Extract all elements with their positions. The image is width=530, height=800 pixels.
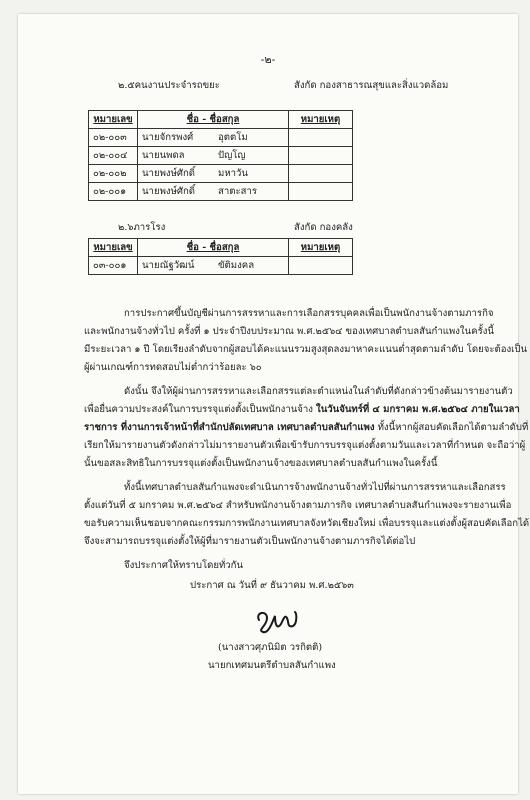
table-row	[89, 147, 353, 165]
paragraph-3-line: ทั้งนี้เทศบาลตำบลสันกำแพงจะดำเนินการจ้างพนักงานจ้างทั่วไปที่ผ่านการสรรหาและเลือกสรร	[124, 482, 506, 493]
table-row	[89, 183, 353, 201]
document-page	[18, 14, 530, 794]
paragraph-1-line: ผู้ผ่านเกณฑ์การทดสอบไม่ต่ำกว่าร้อยละ ๖๐	[84, 362, 262, 373]
report-date-highlight: ในวันจันทร์ที่ ๔ มกราคม พ.ศ.๒๕๖๔ ภายในเวลา	[316, 404, 520, 415]
row-last-name: สาตะสาร	[214, 183, 289, 201]
col-header-name: ชื่อ - ชื่อสกุล	[138, 239, 289, 257]
row-remark	[289, 183, 353, 201]
row-remark	[289, 147, 353, 165]
paragraph-3-line: จึงจะสามารถบรรจุแต่งตั้งให้ผู้ที่มารายงานตัวเป็นพนักงานจ้างตามภารกิจได้ต่อไป	[84, 536, 416, 547]
handwritten-signature	[253, 606, 301, 638]
col-header-remark: หมายเหตุ	[289, 111, 353, 129]
table-header-row	[89, 239, 353, 257]
paragraph-1-line: การประกาศขึ้นบัญชีผ่านการสรรหาและการเลือกสรรบุคคลเพื่อเป็นพนักงานจ้างตามภารกิจ	[124, 308, 494, 319]
paragraph-2-line: เรียกให้มารายงานตัวดังกล่าวไม่มารายงานตัวเพื่อเข้ารับการบรรจุแต่งตั้งตามวันและเวลาที่กำหนด จะถือว่าผู้	[84, 440, 526, 451]
row-code: ๐๒-๐๐๑	[89, 183, 138, 201]
paragraph-3-line: ขอรับความเห็นชอบจากคณะกรรมการพนักงานเทศบาลจังหวัดเชียงใหม่ เพื่อบรรจุและแต่งตั้งผู้สอบคัดเลือกได้	[84, 518, 530, 529]
row-code: ๐๒-๐๐๓	[89, 129, 138, 147]
row-last-name: มหาวัน	[214, 165, 289, 183]
row-code: ๐๓-๐๐๑	[89, 257, 138, 275]
col-header-number: หมายเลข	[89, 111, 138, 129]
row-code: ๐๒-๐๐๒	[89, 165, 138, 183]
row-remark	[289, 129, 353, 147]
table-row	[89, 165, 353, 183]
row-first-name: นายพงษ์ศักดิ์	[138, 165, 215, 183]
row-last-name: ขัติมงคล	[214, 257, 289, 275]
paragraph-2-text: ทั้งนี้หากผู้สอบคัดเลือกได้ตามลำดับที่	[374, 422, 529, 433]
section-1-table	[88, 110, 353, 201]
signer-title: นายกเทศมนตรีตำบลสันกำแพง	[208, 660, 336, 671]
row-first-name: นายณัฐวัฒน์	[138, 257, 215, 275]
section-2-affiliation: สังกัด กองคลัง	[294, 222, 353, 233]
row-first-name: นายนพดล	[138, 147, 215, 165]
table-row	[89, 129, 353, 147]
row-last-name: อุตตโม	[214, 129, 289, 147]
col-header-remark: หมายเหตุ	[289, 239, 353, 257]
paragraph-2-line	[84, 422, 528, 434]
report-place-highlight: ราชการ ที่งานการเจ้าหน้าที่สำนักปลัดเทศบาล เทศบาลตำบลสันกำแพง	[84, 422, 375, 433]
row-first-name: นายจักรพงศ์	[138, 129, 215, 147]
paragraph-2-line: ดังนั้น จึงให้ผู้ผ่านการสรรหาและเลือกสรรแต่ละตำแหน่งในลำดับที่ดังกล่าวข้างต้นมารายงานตัว	[124, 386, 513, 397]
signer-name: (นางสาวศุภนิมิต วรกิตติ)	[218, 642, 323, 653]
table-row	[89, 257, 353, 275]
paragraph-2-line: นั้นขอสละสิทธิในการบรรจุแต่งตั้งเป็นพนักงานจ้างของเทศบาลตำบลสันกำแพงในครั้งนี้	[84, 458, 438, 469]
paragraph-3-line: ตั้งแต่วันที่ ๕ มกราคม พ.ศ.๒๕๖๔ สำหรับพนักงานจ้างตามภารกิจ เทศบาลตำบลสันกำแพงจะรายงานเพื่อ	[84, 500, 512, 511]
row-code: ๐๒-๐๐๔	[89, 147, 138, 165]
page-number: -๒-	[260, 53, 276, 66]
section-1-heading: ๒.๕คนงานประจำรถขยะ	[118, 80, 220, 91]
announcement-date: ประกาศ ณ วันที่ ๙ ธันวาคม พ.ศ.๒๕๖๓	[190, 580, 354, 591]
col-header-number: หมายเลข	[89, 239, 138, 257]
table-header-row	[89, 111, 353, 129]
row-last-name: ปัญโญ	[214, 147, 289, 165]
section-1-affiliation: สังกัด กองสาธารณสุขและสิ่งแวดล้อม	[294, 80, 449, 91]
row-first-name: นายพงษ์ศักดิ์	[138, 183, 215, 201]
col-header-name: ชื่อ - ชื่อสกุล	[138, 111, 289, 129]
section-2-table	[88, 238, 353, 275]
row-remark	[289, 165, 353, 183]
section-2-heading: ๒.๖ภารโรง	[118, 222, 166, 233]
announcement: จึงประกาศให้ทราบโดยทั่วกัน	[124, 560, 244, 571]
paragraph-2-text: เพื่อยื่นความประสงค์ในการบรรจุแต่งตั้งเป็นพนักงานจ้าง	[84, 404, 317, 415]
paragraph-1-line: และพนักงานจ้างทั่วไป ครั้งที่ ๑ ประจำปีงบประมาณ พ.ศ.๒๕๖๔ ของเทศบาลตำบลสันกำแพงในครั้งนี้	[84, 326, 494, 337]
paragraph-1-line: มีระยะเวลา ๑ ปี โดยเรียงลำดับจากผู้สอบได้คะแนนรวมสูงสุดลงมาหาคะแนนต่ำสุดตามลำดับ โดยจะต้องเป็น	[84, 344, 528, 355]
paragraph-2-line	[84, 404, 520, 416]
row-remark	[289, 257, 353, 275]
